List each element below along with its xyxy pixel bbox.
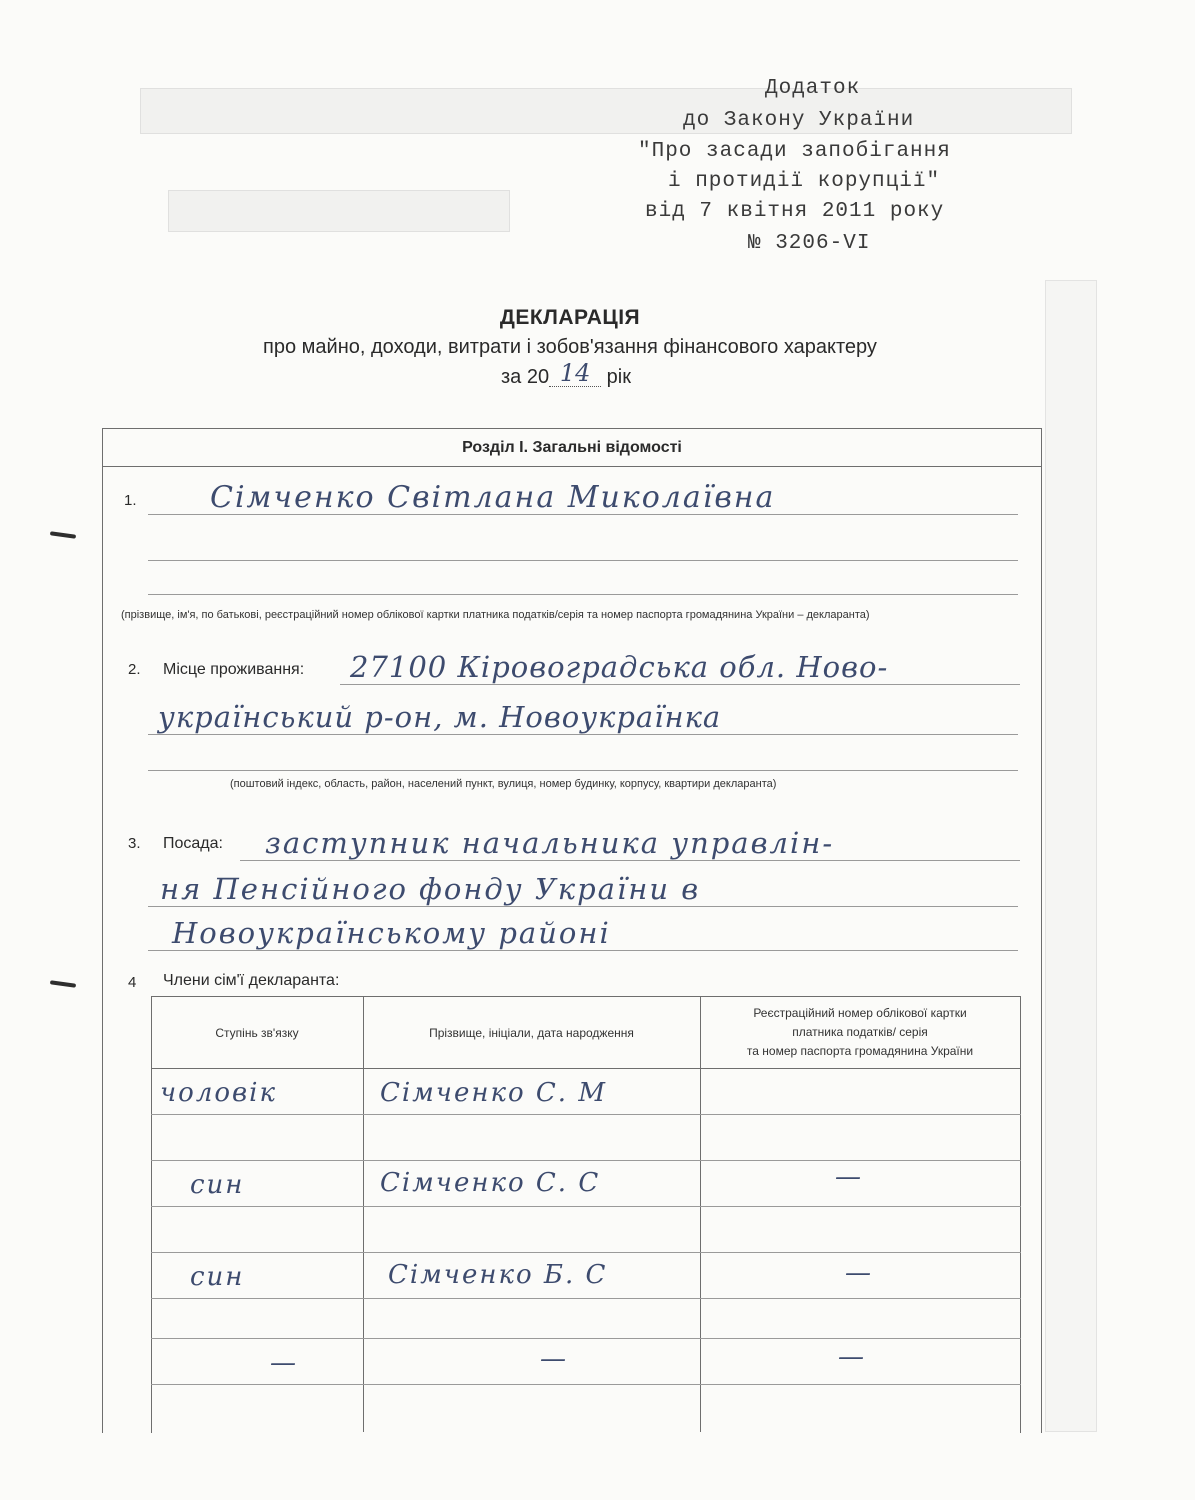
year-value: 14 [549, 360, 601, 387]
appendix-line-6: № 3206-VI [748, 232, 871, 255]
section-title-divider [102, 466, 1042, 467]
table-col-divider [700, 996, 701, 1432]
table-header-reg-line-3: та номер паспорта громадянина України [746, 1044, 974, 1058]
table-header-reg-line-1: Реєстраційний номер облікової картки [753, 1006, 967, 1020]
item1-line-1 [148, 514, 1018, 515]
item1-caption: (прізвище, ім'я, по батькові, реєстраційний номер облікової картки платника податків/серія та номер паспорта громадянина України – декларанта) [121, 609, 870, 621]
table-col-divider [363, 996, 364, 1432]
table-header-reg-line-2: платника податків/ серія [792, 1025, 928, 1039]
item2-line-2 [148, 734, 1018, 735]
item1-value: Сімченко Світлана Миколаївна [210, 480, 776, 515]
table-row-name: — [540, 1344, 566, 1374]
item3-label: Посада: [163, 835, 223, 852]
table-row-line [151, 1252, 1021, 1253]
appendix-line-4: і протидії корупції" [668, 170, 941, 193]
item2-value-line-2: український р-он, м. Новоукраїнка [158, 700, 722, 734]
table-row-line [151, 1298, 1021, 1299]
item2-number: 2. [128, 661, 141, 678]
item4-number: 4 [128, 974, 137, 991]
item1-line-3 [148, 594, 1018, 595]
year-prefix: за 20 [501, 366, 550, 388]
section-title: Розділ І. Загальні відомості [462, 439, 682, 456]
bleed-through-box [1045, 280, 1097, 1432]
table-row-name: Сімченко С. М [380, 1078, 607, 1108]
appendix-line-2: до Закону України [683, 109, 915, 132]
table-header-divider [151, 1068, 1021, 1069]
table-row-line [151, 1206, 1021, 1207]
item2-line-1 [340, 684, 1020, 685]
table-row-reg: — [845, 1258, 871, 1288]
item3-line-2 [148, 906, 1018, 907]
item3-line-1 [240, 860, 1020, 861]
table-row-line [151, 1114, 1021, 1115]
item1-line-2 [148, 560, 1018, 561]
table-row-name: Сімченко Б. С [388, 1260, 608, 1290]
appendix-line-3: "Про засади запобігання [638, 140, 951, 163]
table-row-relation: — [270, 1348, 296, 1378]
table-header-relation: Ступінь зв'язку [215, 1026, 299, 1040]
item2-line-3 [148, 770, 1018, 771]
punch-mark [50, 531, 76, 539]
item3-value-line-1: заступник начальника управлін- [265, 826, 835, 860]
bleed-through-box [140, 88, 1072, 134]
item3-number: 3. [128, 835, 141, 852]
declaration-heading: ДЕКЛАРАЦІЯ [499, 306, 641, 329]
declaration-year-line [501, 359, 631, 389]
appendix-line-5: від 7 квітня 2011 року [645, 200, 945, 223]
table-row-reg: — [838, 1342, 864, 1372]
year-suffix: рік [606, 366, 631, 388]
table-row-line [151, 1338, 1021, 1339]
item2-value-line-1: 27100 Кіровоградська обл. Ново- [350, 650, 889, 684]
item3-line-3 [148, 950, 1018, 951]
table-row-line [151, 1384, 1021, 1385]
table-row-reg: — [835, 1162, 861, 1192]
table-row-relation: син [190, 1170, 245, 1200]
item2-caption: (поштовий індекс, область, район, населений пункт, вулиця, номер будинку, корпусу, квартири декларанта) [230, 778, 777, 790]
table-row-line [151, 1160, 1021, 1161]
bleed-through-box [168, 190, 510, 232]
item3-value-line-2: ня Пенсійного фонду України в [160, 872, 701, 906]
table-row-relation: син [190, 1262, 245, 1292]
item1-number: 1. [124, 492, 137, 509]
item3-value-line-3: Новоукраїнському районі [172, 916, 611, 950]
item4-label: Члени сім'ї декларанта: [163, 972, 340, 989]
item2-label: Місце проживання: [163, 661, 305, 678]
table-row-relation: чоловік [160, 1078, 278, 1108]
appendix-line-1: Додаток [765, 77, 861, 100]
declaration-subtitle: про майно, доходи, витрати і зобов'язання фінансового характеру [263, 336, 877, 358]
table-header-name: Прізвище, ініціали, дата народження [429, 1026, 634, 1040]
punch-mark [50, 980, 76, 988]
table-row-name: Сімченко С. С [380, 1168, 601, 1198]
